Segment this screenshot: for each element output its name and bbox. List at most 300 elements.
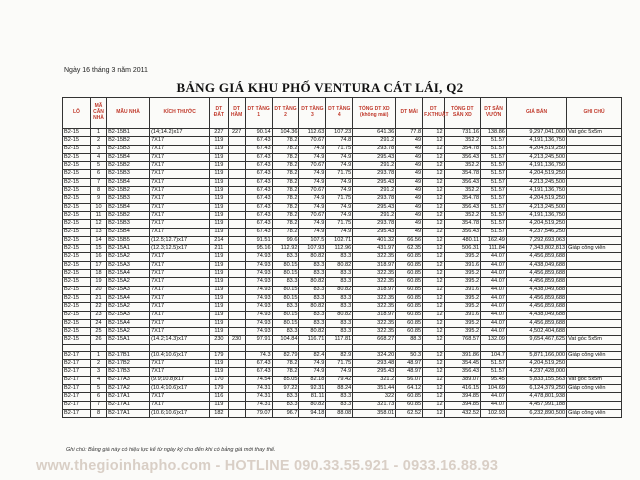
table-cell: 391.6	[444, 286, 481, 294]
table-cell: 291.2	[353, 187, 396, 195]
table-cell: B2-15A2	[107, 303, 150, 311]
table-cell: 7,292,693,063	[506, 236, 566, 244]
table-cell: 74.9	[299, 195, 326, 203]
table-cell: 60.85	[396, 253, 423, 261]
table-cell: 80.82	[326, 261, 353, 269]
table-header-row	[63, 98, 622, 129]
table-cell: 1	[90, 351, 106, 359]
table-cell: 12	[423, 401, 445, 409]
table-cell: 394.85	[444, 401, 481, 409]
watermark-hotline: www.thegioinhapho.com - HOTLINE 090.33.55.921 - 0933.16.88.93	[36, 458, 499, 474]
table-cell: 79.07	[245, 409, 272, 417]
table-cell: Vat góc 5x5m	[567, 129, 622, 137]
document-date: Ngày 16 tháng 3 năm 2011	[64, 67, 148, 74]
table-cell: 7X17	[150, 286, 210, 294]
table-cell: 4,456,859,688	[506, 270, 566, 278]
table-cell: 83.3	[326, 270, 353, 278]
table-cell: 12	[90, 220, 106, 228]
table-cell	[567, 278, 622, 286]
table-cell: 6,124,379,250	[506, 384, 566, 392]
table-cell: 230	[210, 336, 228, 344]
table-cell: B2-15	[63, 162, 91, 170]
table-cell: 12	[423, 384, 445, 392]
table-cell: 83.3	[272, 328, 299, 336]
table-cell: (10.4;10.6)x17	[150, 384, 210, 392]
table-cell: B2-15	[63, 195, 91, 203]
table-cell: 179	[210, 384, 228, 392]
column-header: DT F.KTHUẬT	[423, 98, 445, 129]
table-cell	[228, 261, 245, 269]
column-header: GIÁ BÁN	[506, 98, 566, 129]
table-cell: 354.78	[444, 220, 481, 228]
table-cell: 7X17	[150, 393, 210, 401]
table-cell: 7X17	[150, 220, 210, 228]
table-cell: 21	[90, 294, 106, 302]
table-cell: (12.5;12.7)x17	[150, 236, 210, 244]
table-cell: 49	[396, 170, 423, 178]
table-cell: B2-15	[63, 319, 91, 327]
table-cell: 78.2	[272, 195, 299, 203]
table-cell: B2-15B4	[107, 178, 150, 186]
table-cell: 49	[396, 153, 423, 161]
table-cell: 83.3	[326, 328, 353, 336]
table-cell: 395.2	[444, 270, 481, 278]
table-cell: 119	[210, 294, 228, 302]
table-cell: 293.48	[353, 360, 396, 368]
table-cell: 4,438,049,688	[506, 311, 566, 319]
table-cell: 111.84	[481, 245, 507, 253]
table-cell: 119	[210, 368, 228, 376]
table-cell: 7X17	[150, 153, 210, 161]
table-cell: 116.71	[299, 336, 326, 344]
table-cell: 395.2	[444, 278, 481, 286]
table-cell: 119	[210, 278, 228, 286]
table-cell: 4,204,519,250	[506, 220, 566, 228]
table-cell: 26	[90, 336, 106, 344]
table-cell: 44.07	[481, 294, 507, 302]
table-cell: 78.2	[272, 203, 299, 211]
table-cell: 71.75	[326, 195, 353, 203]
column-header: TỔNG DT XD (không mái)	[353, 98, 396, 129]
table-cell: Vat góc 5x5m	[567, 376, 622, 384]
table-cell: 211	[210, 245, 228, 253]
table-cell: 318.97	[353, 261, 396, 269]
table-cell	[567, 270, 622, 278]
table-cell: 74.9	[326, 187, 353, 195]
table-cell: 13	[90, 228, 106, 236]
table-cell: B2-15A4	[107, 319, 150, 327]
table-cell	[567, 253, 622, 261]
table-cell: 391.86	[444, 351, 481, 359]
table-cell	[228, 178, 245, 186]
table-cell: 12	[423, 137, 445, 145]
table-cell	[567, 145, 622, 153]
table-cell: 80.82	[299, 328, 326, 336]
table-cell: 119	[210, 162, 228, 170]
table-cell: 74.9	[326, 178, 353, 186]
table-cell: Giáp công viên	[567, 245, 622, 253]
table-cell: B2-15B2	[107, 137, 150, 145]
table-cell: 51.57	[481, 203, 507, 211]
table-cell: 356.43	[444, 228, 481, 236]
table-row	[63, 170, 622, 178]
table-cell: 119	[210, 261, 228, 269]
table-cell: 6	[90, 393, 106, 401]
table-cell: 7X17	[150, 228, 210, 236]
table-cell: 10	[90, 203, 106, 211]
table-cell: 293.78	[353, 145, 396, 153]
table-cell: 7X17	[150, 145, 210, 153]
table-cell: B2-17A1	[107, 393, 150, 401]
table-cell: 94.18	[299, 409, 326, 417]
table-cell: B2-17	[63, 409, 91, 417]
table-cell: 4,204,519,250	[506, 195, 566, 203]
table-cell: 506.31	[444, 245, 481, 253]
table-cell: 7X17	[150, 162, 210, 170]
table-cell: 7X17	[150, 368, 210, 376]
table-row	[63, 384, 622, 392]
table-cell: 49	[396, 228, 423, 236]
table-cell: 80.15	[272, 286, 299, 294]
table-cell: 22	[90, 303, 106, 311]
table-cell: B2-15	[63, 129, 91, 137]
table-cell	[228, 270, 245, 278]
table-cell: 7X17	[150, 311, 210, 319]
table-cell	[567, 203, 622, 211]
table-cell: 49	[396, 145, 423, 153]
table-cell: 51.57	[481, 228, 507, 236]
table-cell: 119	[210, 311, 228, 319]
column-header: DT TẦNG 4	[326, 98, 353, 129]
table-row	[63, 253, 622, 261]
table-row	[63, 278, 622, 286]
table-cell: Giáp công viên	[567, 409, 622, 417]
table-cell: 74.9	[299, 178, 326, 186]
table-cell: 88.08	[326, 409, 353, 417]
table-cell: 51.57	[481, 170, 507, 178]
table-cell: 170	[210, 376, 228, 384]
table-cell: B2-15	[63, 236, 91, 244]
table-cell: 395.2	[444, 319, 481, 327]
table-cell: 80.15	[272, 319, 299, 327]
table-cell	[228, 360, 245, 368]
table-spacer-row	[63, 344, 622, 351]
table-cell: 74.3	[245, 351, 272, 359]
table-cell	[228, 153, 245, 161]
table-row	[63, 245, 622, 253]
table-cell: 295.43	[353, 368, 396, 376]
table-cell: 138.86	[481, 129, 507, 137]
table-cell	[228, 211, 245, 219]
table-cell: 4,191,136,750	[506, 162, 566, 170]
table-cell: (9.9;10.8)x17	[150, 376, 210, 384]
table-cell: 119	[210, 178, 228, 186]
table-row	[63, 328, 622, 336]
table-cell: 51.57	[481, 178, 507, 186]
table-cell: 227	[228, 129, 245, 137]
table-cell: 74.9	[326, 153, 353, 161]
table-row	[63, 286, 622, 294]
table-cell: 51.57	[481, 137, 507, 145]
table-cell: 74.93	[245, 261, 272, 269]
table-cell: 60.85	[396, 319, 423, 327]
table-cell: 295.43	[353, 203, 396, 211]
table-cell: 92.31	[299, 384, 326, 392]
table-cell: (10.4;10.6)x17	[150, 351, 210, 359]
table-cell: 119	[210, 360, 228, 368]
table-cell: 4,456,859,688	[506, 319, 566, 327]
table-cell: 95.16	[245, 245, 272, 253]
table-cell: 4,237,546,250	[506, 228, 566, 236]
table-cell: B2-17B2	[107, 360, 150, 368]
table-cell: 4,204,519,250	[506, 360, 566, 368]
table-cell: 60.85	[396, 278, 423, 286]
table-cell: 731.16	[444, 129, 481, 137]
column-header: DT MÁI	[396, 98, 423, 129]
table-cell: 5	[90, 384, 106, 392]
table-cell: 4,204,519,250	[506, 170, 566, 178]
table-cell: B2-15A3	[107, 286, 150, 294]
table-cell: B2-17A1	[107, 401, 150, 409]
table-cell: 12	[423, 409, 445, 417]
table-cell: 74.9	[299, 145, 326, 153]
table-cell: 12	[423, 311, 445, 319]
table-cell: B2-15	[63, 137, 91, 145]
table-cell	[228, 145, 245, 153]
table-cell: B2-15B4	[107, 153, 150, 161]
table-cell	[567, 286, 622, 294]
table-cell: 74.9	[299, 220, 326, 228]
table-cell: 5,833,155,563	[506, 376, 566, 384]
table-cell: 119	[210, 153, 228, 161]
table-cell: 12	[423, 278, 445, 286]
table-cell: 83.3	[326, 303, 353, 311]
table-cell: 80.82	[326, 311, 353, 319]
table-cell: 182	[210, 409, 228, 417]
table-cell: 104.7	[481, 351, 507, 359]
table-cell	[567, 360, 622, 368]
validity-note: Ghi chú: Bảng giá này có hiệu lực kể từ ngày ký cho đến khi có bảng giá mới thay thế.	[66, 447, 276, 453]
table-cell: 7X17	[150, 170, 210, 178]
table-cell: 112.92	[272, 245, 299, 253]
table-cell: 78.2	[272, 187, 299, 195]
table-cell: B2-17A1	[107, 409, 150, 417]
table-cell	[228, 162, 245, 170]
table-cell: 318.97	[353, 311, 396, 319]
table-cell: 12	[423, 351, 445, 359]
table-cell: 8	[90, 409, 106, 417]
table-cell: 480.11	[444, 236, 481, 244]
table-cell: 50.3	[396, 351, 423, 359]
table-cell: 71.75	[326, 220, 353, 228]
table-cell: 96.7	[272, 409, 299, 417]
table-cell: 62.35	[396, 245, 423, 253]
table-row	[63, 195, 622, 203]
table-cell: 85.05	[272, 376, 299, 384]
table-cell: 354.78	[444, 145, 481, 153]
table-cell: 19	[90, 278, 106, 286]
table-cell: 60.85	[396, 311, 423, 319]
table-cell: 80.15	[272, 294, 299, 302]
table-cell: 119	[210, 211, 228, 219]
table-row	[63, 401, 622, 409]
table-row	[63, 368, 622, 376]
table-cell: 5,871,166,000	[506, 351, 566, 359]
table-cell: 7X17	[150, 253, 210, 261]
table-cell: 7X17	[150, 328, 210, 336]
table-cell: 44.07	[481, 401, 507, 409]
table-cell: 17	[90, 261, 106, 269]
column-header: DT TẦNG 1	[245, 98, 272, 129]
table-cell: 12	[423, 211, 445, 219]
table-row	[63, 376, 622, 384]
table-cell	[228, 384, 245, 392]
table-cell	[567, 328, 622, 336]
table-row	[63, 162, 622, 170]
table-cell: 74.93	[245, 278, 272, 286]
table-cell: 4,456,859,688	[506, 253, 566, 261]
table-cell: 80.82	[299, 278, 326, 286]
table-cell: 12	[423, 328, 445, 336]
table-row	[63, 211, 622, 219]
column-header: DT ĐẤT	[210, 98, 228, 129]
table-cell: 74.9	[299, 368, 326, 376]
table-row	[63, 311, 622, 319]
table-cell: 119	[210, 187, 228, 195]
table-cell: 102.71	[326, 236, 353, 244]
table-cell: 60.85	[396, 303, 423, 311]
table-cell	[228, 294, 245, 302]
table-cell: 354.78	[444, 170, 481, 178]
table-cell: 322.35	[353, 319, 396, 327]
table-cell	[567, 368, 622, 376]
table-cell: 60.85	[396, 328, 423, 336]
table-cell: 51.57	[481, 360, 507, 368]
table-cell: 12	[423, 129, 445, 137]
table-row	[63, 261, 622, 269]
table-cell: 74.9	[299, 228, 326, 236]
table-cell: B2-15A3	[107, 261, 150, 269]
table-cell: 12	[423, 294, 445, 302]
table-cell	[567, 153, 622, 161]
table-cell: 107.5	[299, 236, 326, 244]
table-cell: 81.11	[299, 393, 326, 401]
table-cell: 49	[396, 187, 423, 195]
table-cell: 78.2	[272, 137, 299, 145]
table-cell: B2-15A1	[107, 336, 150, 344]
table-cell: 119	[210, 401, 228, 409]
table-cell: B2-15	[63, 336, 91, 344]
table-cell: 44.07	[481, 261, 507, 269]
table-cell	[228, 286, 245, 294]
table-cell: 83.3	[272, 393, 299, 401]
table-cell: 83.3	[326, 401, 353, 409]
table-cell	[228, 278, 245, 286]
table-cell: 7X17	[150, 270, 210, 278]
table-cell: 12	[423, 203, 445, 211]
table-cell: 5	[90, 162, 106, 170]
table-cell: 71.75	[326, 170, 353, 178]
table-cell	[567, 220, 622, 228]
table-cell: 119	[210, 137, 228, 145]
table-cell: 3	[90, 145, 106, 153]
table-cell: 49	[396, 211, 423, 219]
table-cell: 74.9	[326, 203, 353, 211]
table-row	[63, 220, 622, 228]
table-cell: 49	[396, 220, 423, 228]
table-cell: 70.67	[299, 187, 326, 195]
table-row	[63, 294, 622, 302]
table-cell: 4,213,245,500	[506, 153, 566, 161]
table-cell: 4,456,859,688	[506, 278, 566, 286]
table-cell	[567, 195, 622, 203]
table-cell: 49	[396, 195, 423, 203]
table-cell: 119	[210, 286, 228, 294]
table-cell: 80.82	[299, 253, 326, 261]
table-cell: 67.43	[245, 203, 272, 211]
table-cell	[567, 187, 622, 195]
table-cell: 322.35	[353, 303, 396, 311]
table-cell: 91.51	[245, 236, 272, 244]
table-cell: 351.44	[353, 384, 396, 392]
table-cell: 20	[90, 286, 106, 294]
table-cell: 95.45	[481, 376, 507, 384]
table-cell: 78.2	[272, 145, 299, 153]
table-cell	[228, 351, 245, 359]
table-cell: 12	[423, 245, 445, 253]
table-cell: 83.3	[299, 294, 326, 302]
table-cell: 67.43	[245, 195, 272, 203]
table-cell: 79.42	[326, 376, 353, 384]
table-cell: 1	[90, 129, 106, 137]
table-cell: 12	[423, 393, 445, 401]
table-cell: 74.9	[326, 162, 353, 170]
column-header: GHI CHÚ	[567, 98, 622, 129]
table-cell: B2-15B3	[107, 220, 150, 228]
table-cell: 67.43	[245, 211, 272, 219]
table-cell: B2-17	[63, 393, 91, 401]
table-cell: 25	[90, 328, 106, 336]
table-cell: 107.23	[326, 129, 353, 137]
table-cell: 227	[210, 129, 228, 137]
table-cell: B2-17B1	[107, 351, 150, 359]
table-cell: 4,191,136,750	[506, 211, 566, 219]
table-cell: 99.6	[272, 236, 299, 244]
table-cell: 356.43	[444, 153, 481, 161]
table-cell: 74.9	[299, 153, 326, 161]
table-cell: 394.85	[444, 393, 481, 401]
table-cell: Giáp công viên	[567, 351, 622, 359]
table-cell: B2-17A3	[107, 376, 150, 384]
table-cell: 74.93	[245, 311, 272, 319]
column-header: DT TẦNG 3	[299, 98, 326, 129]
table-cell: 4,457,991,188	[506, 401, 566, 409]
table-cell: 11	[90, 211, 106, 219]
table-cell: 44.07	[481, 270, 507, 278]
table-cell	[228, 368, 245, 376]
table-cell: 4,213,245,500	[506, 203, 566, 211]
column-header: LÔ	[63, 98, 91, 129]
table-cell: 78.2	[272, 178, 299, 186]
table-cell: 83.3	[272, 278, 299, 286]
table-cell: 8	[90, 187, 106, 195]
table-cell: 4,438,049,688	[506, 261, 566, 269]
page-title: BẢNG GIÁ KHU PHỐ VENTURA CÁT LÁI, Q2	[176, 80, 464, 95]
table-cell: B2-15B2	[107, 187, 150, 195]
table-row	[63, 236, 622, 244]
table-cell: 668.27	[353, 336, 396, 344]
table-row	[63, 187, 622, 195]
